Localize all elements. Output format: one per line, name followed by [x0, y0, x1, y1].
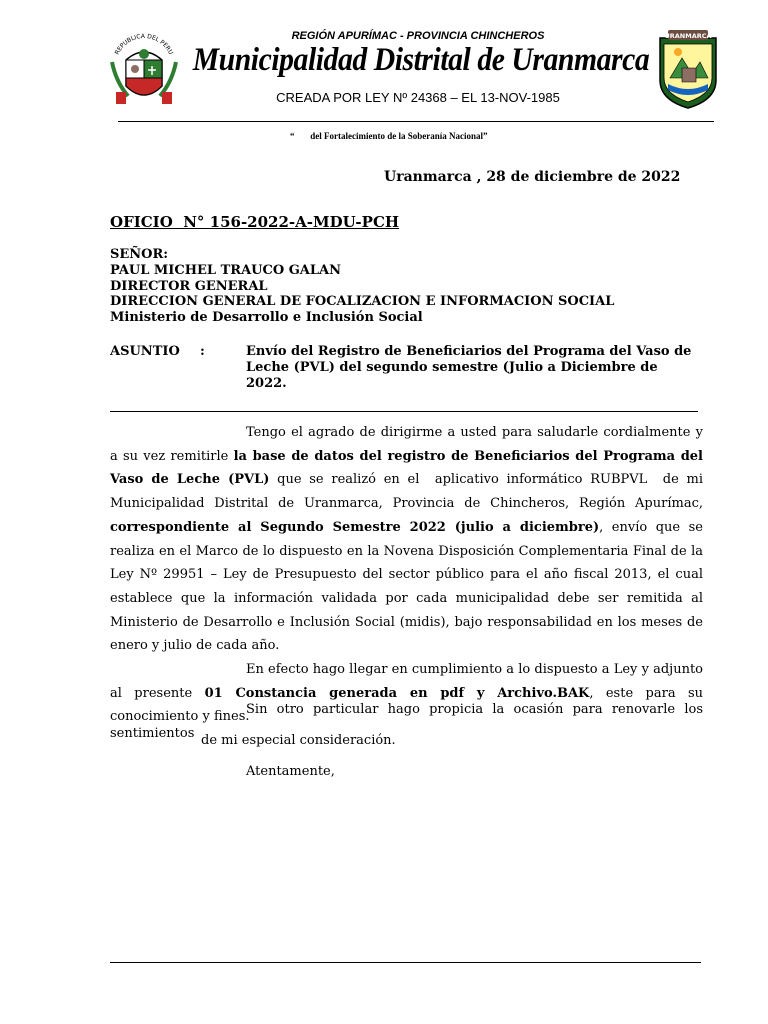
letter-body	[110, 421, 708, 729]
p1-text-3: , envío que se realiza en el Marco de lo dispuesto en la Novena Disposición Complementaria Final de la Ley Nº 29951 – Ley de Presupuesto del sector público para el año fiscal 2013, el cual establece que la información validada por cada municipalidad debe ser remitida al Ministerio de Desarrollo e Inclusión Social (midis), bajo responsabilidad en los meses de enero y julio de cada año.	[110, 519, 703, 654]
asunto-text: Envío del Registro de Beneficiarios del Programa del Vaso de Leche (PVL) del segundo semestre (Julio a Diciembre de 2022.	[246, 344, 692, 391]
slogan: “ del Fortalecimiento de la Soberanía Nacional”	[290, 131, 488, 141]
p1-text-2: que se realizó en el aplicativo informático RUBPVL de mi Municipalidad Distrital de Uranmarca, Provincia de Chincheros, Región Apurímac,	[110, 472, 708, 512]
subject-divider	[110, 411, 698, 412]
p2-text-1: En efecto hago llegar en cumplimiento a lo dispuesto a Ley y adjunto al presente	[110, 662, 708, 701]
p1-text-1: Tengo el agrado de dirigirme a usted para saludarle cordialmente y a su vez remitirle	[110, 425, 708, 464]
municipality-title: Municipalidad Distrital de Uranmarca	[192, 42, 650, 78]
asunto-label: ASUNTIO	[110, 344, 180, 359]
recipient-ministry: Ministerio de Desarrollo e Inclusión Social	[110, 310, 423, 326]
recipient-title: DIRECTOR GENERAL	[110, 278, 268, 294]
footer-divider	[110, 962, 701, 963]
body-paragraph-4: de mi especial consideración.	[201, 733, 396, 748]
recipient-salutation: SEÑOR:	[110, 247, 169, 262]
body-paragraph-1	[110, 421, 708, 658]
creation-law: CREADA POR LEY Nº 24368 – EL 13-NOV-1985	[276, 90, 560, 105]
left-seal-text: REPUBLICA DEL PERU	[113, 32, 175, 56]
p2-text-2: , este para su conocimiento y fines.	[110, 685, 703, 725]
p2-bold-1: 01 Constancia generada en pdf y Archivo.BAK	[204, 685, 590, 701]
header-divider	[118, 121, 714, 122]
letter-date: Uranmarca , 28 de diciembre de 2022	[384, 169, 681, 185]
recipient-name: PAUL MICHEL TRAUCO GALAN	[110, 262, 341, 278]
right-seal-text: URANMARCA	[664, 32, 712, 40]
oficio-number: OFICIO N° 156-2022-A-MDU-PCH	[110, 213, 400, 231]
body-paragraph-3: Sin otro particular hago propicia la ocasión para renovarle los sentimientos	[110, 702, 703, 741]
p1-bold-1: la base de datos del registro de Beneficiarios del Programa del Vaso de Leche (PVL)	[110, 448, 703, 488]
recipient-office: DIRECCION GENERAL DE FOCALIZACION E INFORMACION SOCIAL	[110, 294, 615, 310]
region-line: REGIÓN APURÍMAC - PROVINCIA CHINCHEROS	[291, 30, 545, 42]
p1-bold-2: correspondiente al Segundo Semestre 2022 (julio a diciembre)	[110, 519, 600, 535]
asunto-colon: :	[200, 344, 205, 359]
recipient-block	[110, 247, 614, 326]
closing: Atentamente,	[246, 764, 335, 779]
